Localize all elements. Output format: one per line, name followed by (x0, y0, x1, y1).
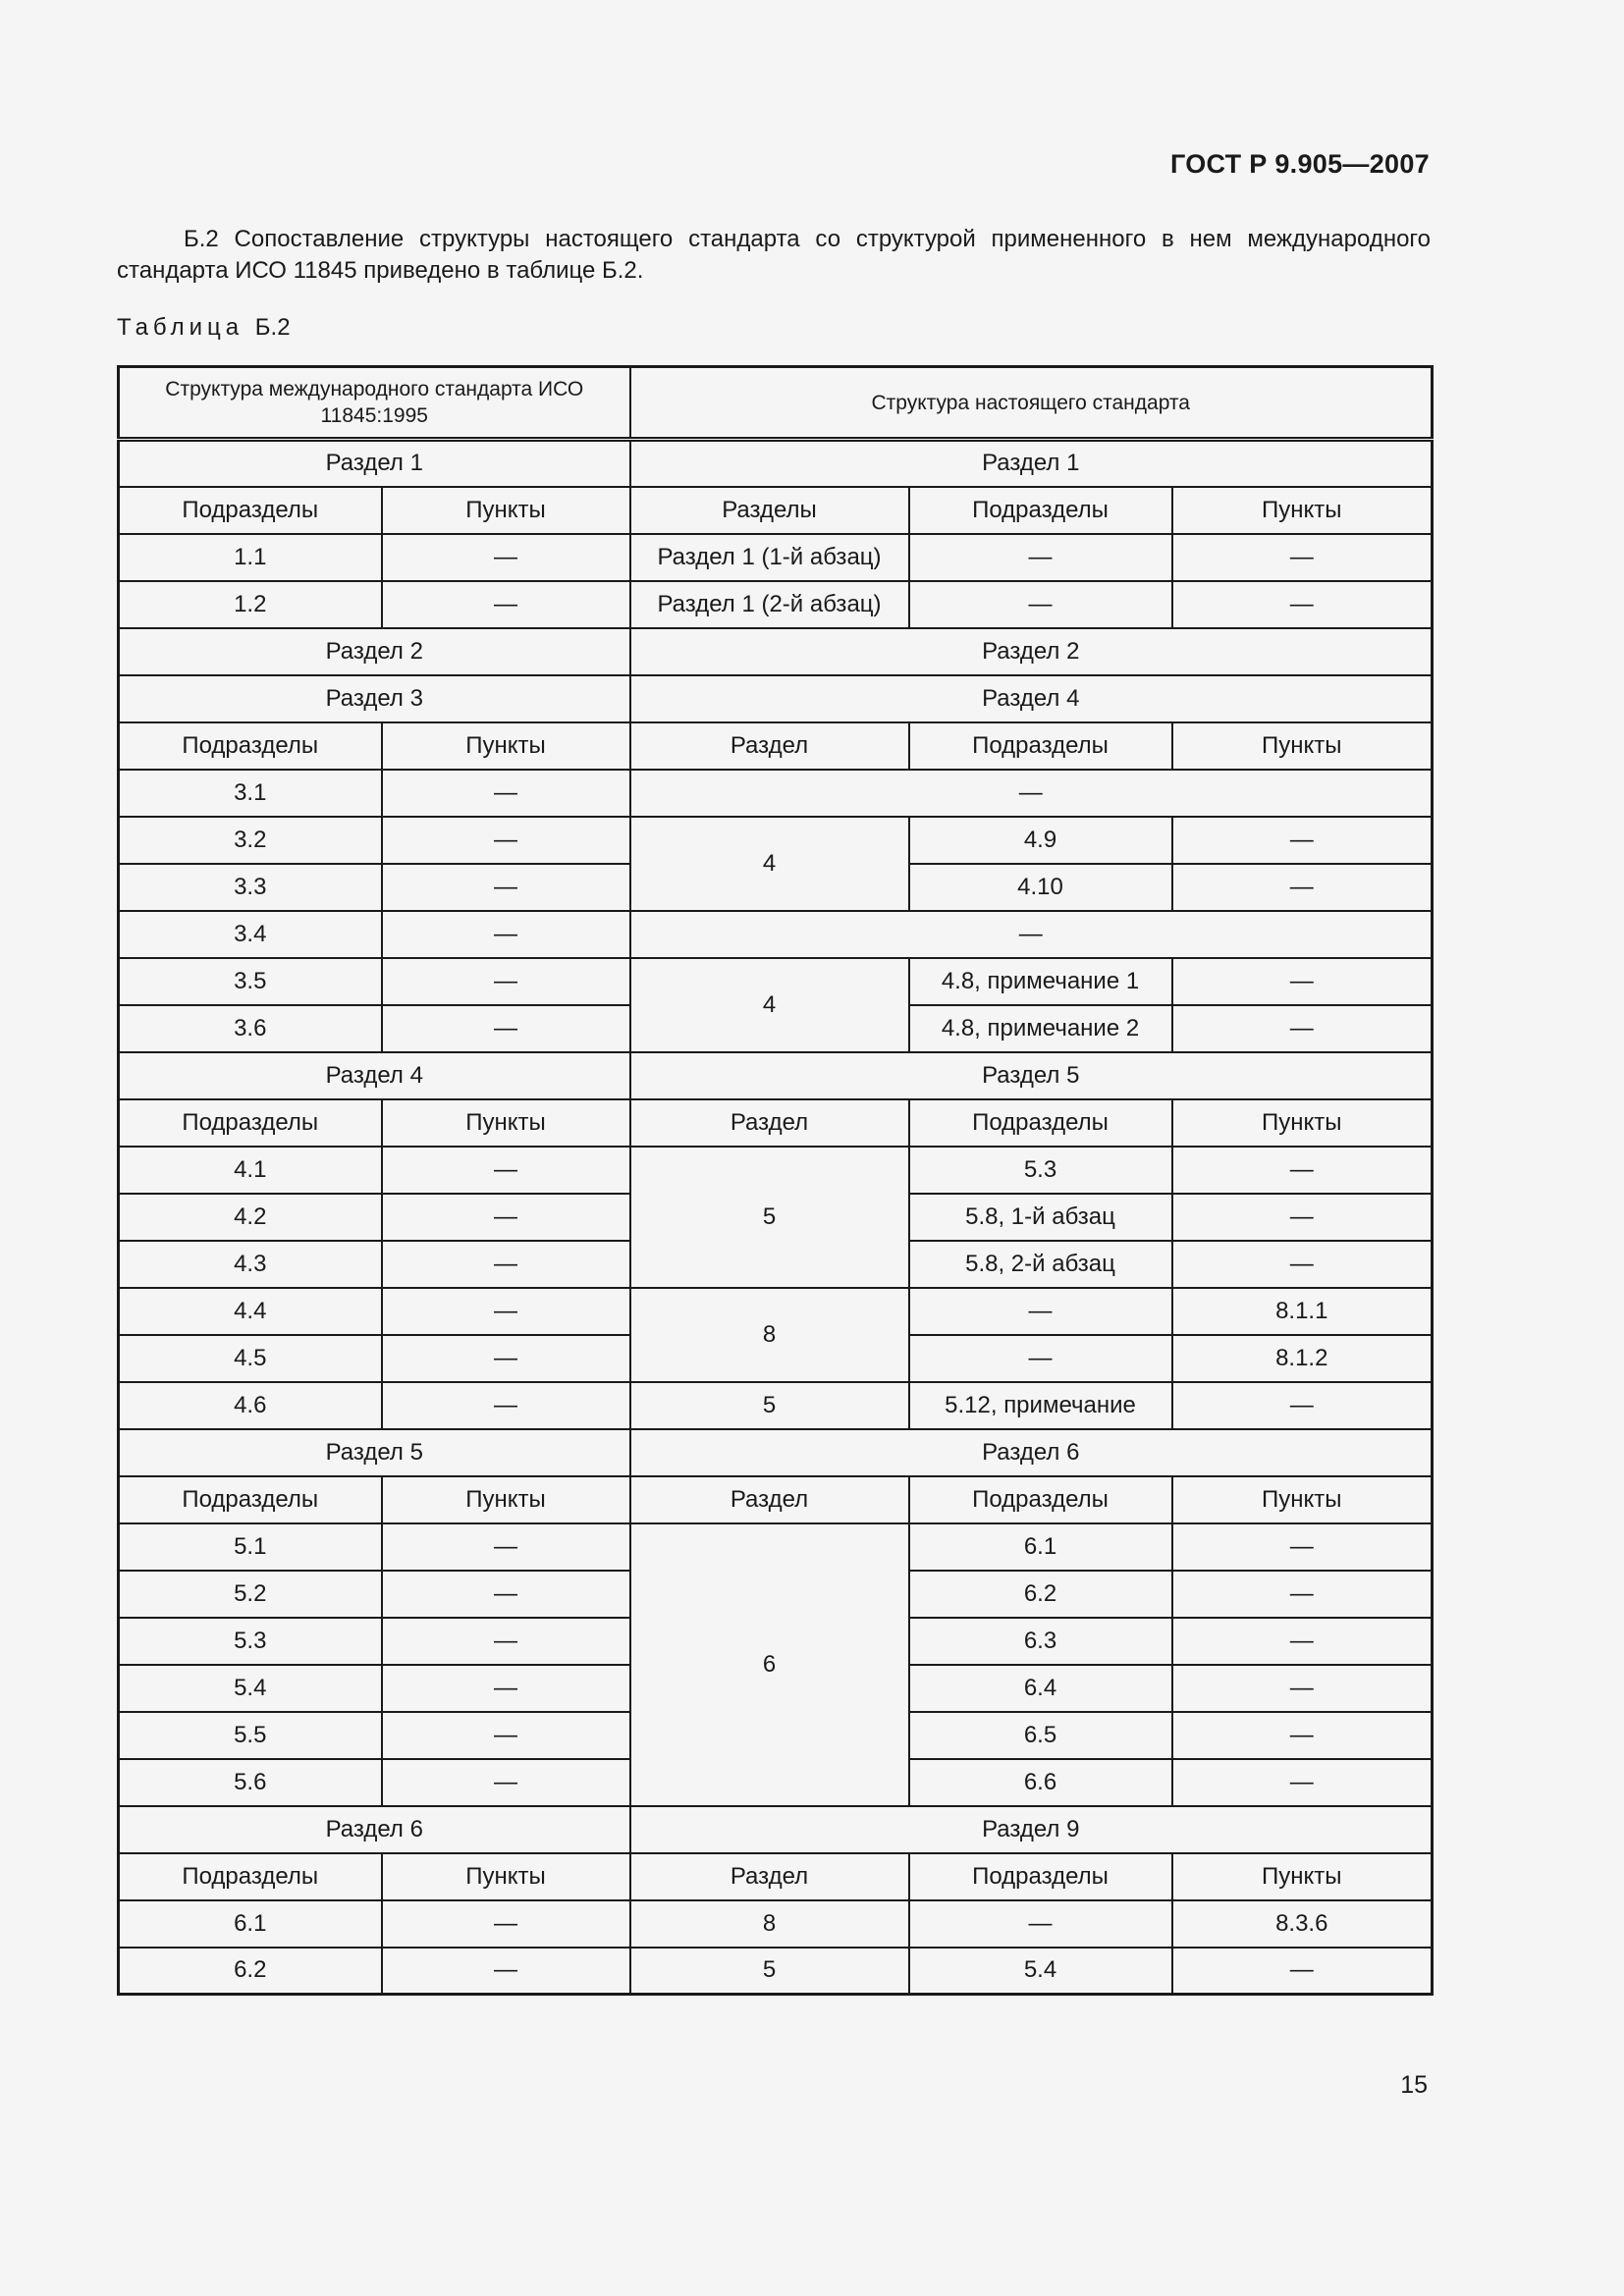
table-cell: — (382, 958, 630, 1005)
table-cell: — (1172, 1712, 1433, 1759)
table-cell: 8.3.6 (1172, 1900, 1433, 1948)
subheader-row (119, 1476, 1433, 1523)
table-cell: 4.10 (909, 864, 1172, 911)
table-cell: Раздел 1 (2-й абзац) (630, 581, 909, 628)
table-cell: 5 (630, 1948, 909, 1995)
subheader-row (119, 722, 1433, 770)
table-cell: 6.6 (909, 1759, 1172, 1806)
table-cell: 4 (630, 817, 909, 911)
left-section-title: Раздел 1 (119, 440, 630, 487)
table-cell: 6 (630, 1523, 909, 1806)
table-cell: — (1172, 958, 1433, 1005)
subheader-cell: Подразделы (119, 1853, 382, 1900)
table-cell: 8 (630, 1288, 909, 1382)
table-cell: — (1172, 1571, 1433, 1618)
table-cell: — (1172, 1759, 1433, 1806)
table-cell: — (382, 1900, 630, 1948)
table-cell: 6.4 (909, 1665, 1172, 1712)
table-cell: — (382, 1194, 630, 1241)
table-cell: — (630, 770, 1433, 817)
left-section-title: Раздел 6 (119, 1806, 630, 1853)
table-cell: — (382, 1335, 630, 1382)
table-cell: — (1172, 1523, 1433, 1571)
subheader-cell: Пункты (382, 1476, 630, 1523)
table-cell: — (909, 1335, 1172, 1382)
subheader-row (119, 1853, 1433, 1900)
table-cell: 5.4 (909, 1948, 1172, 1995)
table-cell: — (909, 534, 1172, 581)
subheader-cell: Раздел (630, 1476, 909, 1523)
table-cell: — (1172, 581, 1433, 628)
table-cell: — (382, 1523, 630, 1571)
table-cell: — (382, 1712, 630, 1759)
table-row (119, 1147, 1433, 1194)
table-cell: 4 (630, 958, 909, 1052)
table-cell: 5.12, примечание (909, 1382, 1172, 1429)
table-caption (117, 314, 291, 342)
table-cell: — (1172, 1005, 1433, 1052)
table-cell: — (382, 1665, 630, 1712)
table-cell: — (382, 864, 630, 911)
table-row (119, 534, 1433, 581)
table-cell: — (382, 1288, 630, 1335)
table-cell: 8 (630, 1900, 909, 1948)
subheader-cell: Подразделы (119, 1476, 382, 1523)
table-cell: — (1172, 1618, 1433, 1665)
table-cell: — (382, 1618, 630, 1665)
subheader-cell: Подразделы (909, 487, 1172, 534)
table-cell: 4.6 (119, 1382, 382, 1429)
table-cell: — (909, 1900, 1172, 1948)
table-cell: 3.5 (119, 958, 382, 1005)
table-cell: — (1172, 1382, 1433, 1429)
table-cell: 3.6 (119, 1005, 382, 1052)
header-current-standard: Структура настоящего стандарта (630, 367, 1433, 440)
table-row (119, 1523, 1433, 1571)
table-cell: — (1172, 534, 1433, 581)
table-cell: Раздел 1 (1-й абзац) (630, 534, 909, 581)
table-cell: — (382, 581, 630, 628)
table-cell: — (1172, 1194, 1433, 1241)
table-cell: 1.2 (119, 581, 382, 628)
left-section-title: Раздел 2 (119, 628, 630, 675)
subheader-cell: Пункты (1172, 1476, 1433, 1523)
table-cell: 4.2 (119, 1194, 382, 1241)
table-cell: — (382, 770, 630, 817)
table-header-row (119, 367, 1433, 440)
table-cell: 5.3 (119, 1618, 382, 1665)
table-cell: — (1172, 1948, 1433, 1995)
table-cell: 1.1 (119, 534, 382, 581)
table-row (119, 911, 1433, 958)
table-cell: — (382, 1005, 630, 1052)
subheader-cell: Подразделы (119, 1099, 382, 1147)
table-cell: — (382, 1382, 630, 1429)
table-cell: — (909, 581, 1172, 628)
subheader-cell: Раздел (630, 1853, 909, 1900)
table-cell: 3.2 (119, 817, 382, 864)
table-cell: 5.4 (119, 1665, 382, 1712)
table-cell: 6.5 (909, 1712, 1172, 1759)
table-cell: 3.4 (119, 911, 382, 958)
table-cell: 5.2 (119, 1571, 382, 1618)
subheader-cell: Пункты (382, 722, 630, 770)
table-cell: — (382, 1759, 630, 1806)
table-cell: 6.1 (909, 1523, 1172, 1571)
right-section-title: Раздел 2 (630, 628, 1433, 675)
table-cell: — (1172, 1665, 1433, 1712)
table-cell: — (382, 1241, 630, 1288)
table-row (119, 581, 1433, 628)
subheader-cell: Пункты (1172, 1853, 1433, 1900)
table-cell: 4.8, примечание 1 (909, 958, 1172, 1005)
table-cell: — (1172, 1241, 1433, 1288)
section-row (119, 675, 1433, 722)
table-cell: — (382, 1948, 630, 1995)
table-cell: — (382, 911, 630, 958)
table-cell: 4.9 (909, 817, 1172, 864)
document-designation: ГОСТ Р 9.905—2007 (1169, 149, 1430, 179)
table-cell: 5.1 (119, 1523, 382, 1571)
table-row (119, 1948, 1433, 1995)
subheader-cell: Раздел (630, 722, 909, 770)
table-cell: 6.2 (119, 1948, 382, 1995)
section-row (119, 1052, 1433, 1099)
table-caption-number: Б.2 (254, 314, 291, 341)
table-cell: — (1172, 1147, 1433, 1194)
subheader-row (119, 487, 1433, 534)
table-cell: 5.8, 1-й абзац (909, 1194, 1172, 1241)
table-cell: — (382, 1571, 630, 1618)
structure-comparison-table (117, 365, 1434, 1996)
table-row (119, 958, 1433, 1005)
table-cell: 3.1 (119, 770, 382, 817)
subheader-cell: Пункты (1172, 1099, 1433, 1147)
table-cell: 5.6 (119, 1759, 382, 1806)
section-row (119, 1429, 1433, 1476)
subheader-cell: Раздел (630, 1099, 909, 1147)
table-cell: 6.1 (119, 1900, 382, 1948)
table-cell: 6.3 (909, 1618, 1172, 1665)
table-cell: 8.1.1 (1172, 1288, 1433, 1335)
table-cell: 3.3 (119, 864, 382, 911)
table-cell: 5.8, 2-й абзац (909, 1241, 1172, 1288)
table-caption-label: Таблица (117, 314, 244, 341)
subheader-row (119, 1099, 1433, 1147)
subheader-cell: Подразделы (909, 1476, 1172, 1523)
right-section-title: Раздел 9 (630, 1806, 1433, 1853)
page-number: 15 (1400, 2071, 1428, 2099)
subheader-cell: Подразделы (119, 722, 382, 770)
table-cell: — (1172, 864, 1433, 911)
table-cell: — (382, 817, 630, 864)
subheader-cell: Подразделы (909, 722, 1172, 770)
table-cell: 5 (630, 1147, 909, 1288)
table-row (119, 1900, 1433, 1948)
right-section-title: Раздел 4 (630, 675, 1433, 722)
table-row (119, 817, 1433, 864)
table-cell: 8.1.2 (1172, 1335, 1433, 1382)
table-row (119, 1382, 1433, 1429)
table-cell: — (382, 1147, 630, 1194)
right-section-title: Раздел 6 (630, 1429, 1433, 1476)
left-section-title: Раздел 3 (119, 675, 630, 722)
subheader-cell: Подразделы (909, 1099, 1172, 1147)
subheader-cell: Пункты (1172, 722, 1433, 770)
table-cell: 5 (630, 1382, 909, 1429)
table-cell: — (1172, 817, 1433, 864)
subheader-cell: Пункты (382, 1853, 630, 1900)
subheader-cell: Разделы (630, 487, 909, 534)
subheader-cell: Подразделы (909, 1853, 1172, 1900)
subheader-cell: Пункты (1172, 487, 1433, 534)
section-row (119, 628, 1433, 675)
subheader-cell: Пункты (382, 487, 630, 534)
table-cell: 6.2 (909, 1571, 1172, 1618)
subheader-cell: Пункты (382, 1099, 630, 1147)
subheader-cell: Подразделы (119, 487, 382, 534)
table-cell: 4.3 (119, 1241, 382, 1288)
section-row (119, 1806, 1433, 1853)
table-row (119, 1288, 1433, 1335)
table-cell: 5.3 (909, 1147, 1172, 1194)
right-section-title: Раздел 1 (630, 440, 1433, 487)
section-row (119, 440, 1433, 487)
left-section-title: Раздел 4 (119, 1052, 630, 1099)
table-cell: — (382, 534, 630, 581)
table-row (119, 770, 1433, 817)
table-cell: 4.8, примечание 2 (909, 1005, 1172, 1052)
table-cell: 4.4 (119, 1288, 382, 1335)
table-cell: — (630, 911, 1433, 958)
intro-paragraph: Б.2 Сопоставление структуры настоящего стандарта со структурой примененного в нем международного стандарта ИСО 11845 приведено в таблице Б.2. (117, 226, 1431, 284)
left-section-title: Раздел 5 (119, 1429, 630, 1476)
header-international-standard: Структура международного стандарта ИСО 11845:1995 (119, 367, 630, 440)
right-section-title: Раздел 5 (630, 1052, 1433, 1099)
table-cell: — (909, 1288, 1172, 1335)
table-cell: 4.1 (119, 1147, 382, 1194)
table-cell: 4.5 (119, 1335, 382, 1382)
table-cell: 5.5 (119, 1712, 382, 1759)
